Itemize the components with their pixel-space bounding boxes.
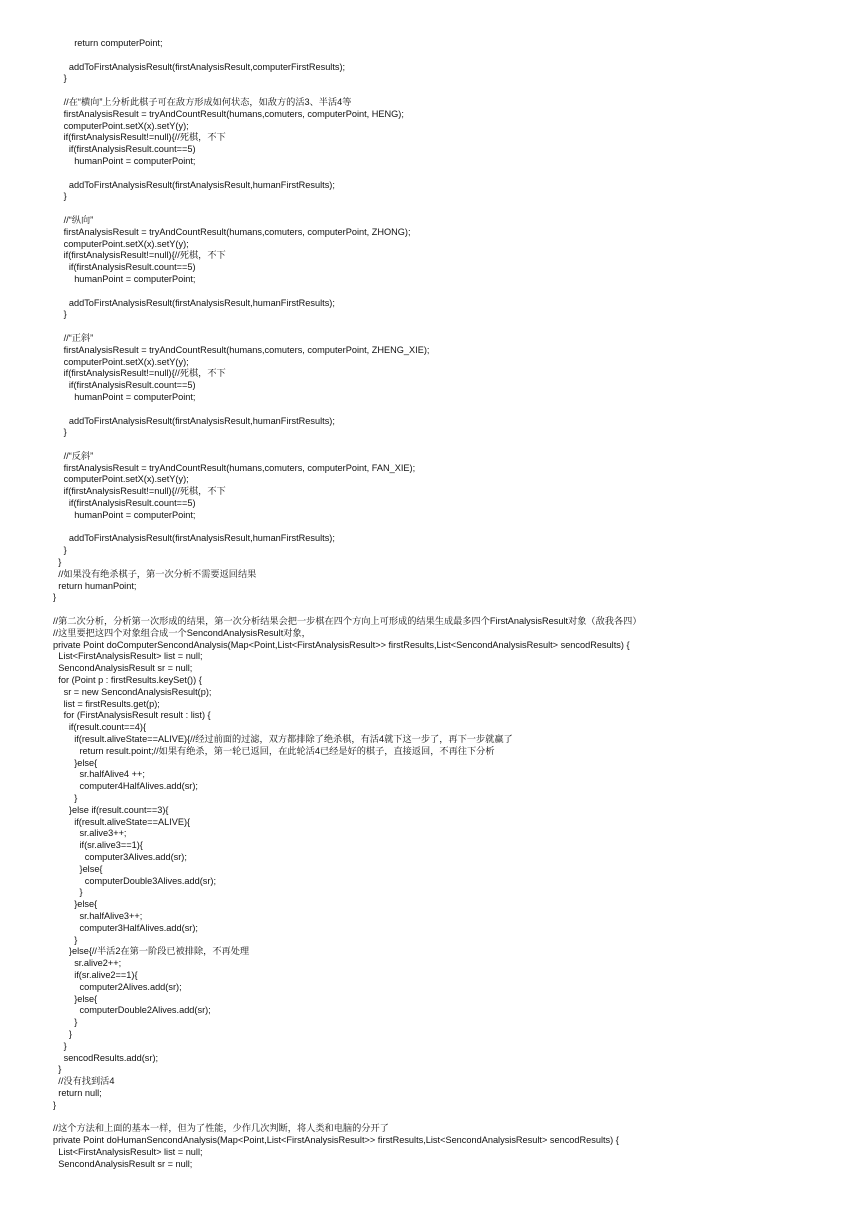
code-line: computer2Alives.add(sr);: [79, 981, 182, 992]
code-line: }: [63, 545, 67, 556]
code-line: }: [79, 887, 83, 898]
blank-line: [0, 203, 868, 215]
code-line: humanPoint = computerPoint;: [74, 509, 196, 520]
code-line: //在“横向”上分析此棋子可在敌方形成如何状态，如敌方的活3、半活4等: [63, 96, 352, 107]
code-line: computer3HalfAlives.add(sr);: [79, 922, 198, 933]
code-line: firstAnalysisResult = tryAndCountResult(humans,comuters, computerPoint, ZHONG);: [63, 226, 411, 237]
code-line: sr.halfAlive3++;: [79, 910, 143, 921]
code-line: if(firstAnalysisResult.count==5): [68, 498, 196, 509]
code-line: }: [63, 309, 67, 320]
blank-line: [0, 50, 868, 62]
code-line: if(firstAnalysisResult.count==5): [68, 262, 196, 273]
code-line: }else{: [74, 757, 98, 768]
code-line: return computerPoint;: [74, 38, 163, 48]
code-line: humanPoint = computerPoint;: [74, 155, 196, 166]
code-line: computerPoint.setX(x).setY(y);: [63, 238, 189, 249]
code-line: computer3Alives.add(sr);: [84, 851, 187, 862]
code-line: //“反斜”: [63, 450, 94, 461]
code-line: }: [74, 793, 78, 803]
code-line: firstAnalysisResult = tryAndCountResult(humans,comuters, computerPoint, FAN_XIE);: [63, 462, 416, 473]
code-line: computerDouble2Alives.add(sr);: [79, 1005, 211, 1016]
code-line: }: [68, 1028, 72, 1039]
code-line: //如果没有绝杀棋子，第一次分析不需要返回结果: [58, 568, 257, 579]
code-line: firstAnalysisResult = tryAndCountResult(humans,comuters, computerPoint, HENG);: [63, 108, 404, 119]
code-line: }: [63, 427, 67, 438]
code-line: }: [74, 934, 78, 945]
code-line: if(result.aliveState==ALIVE){//经过前面的过滤，双方都排除了绝杀棋，有活4就下这一步了，再下一步就赢了: [74, 734, 513, 745]
code-line: //第二次分析，分析第一次形成的结果，第一次分析结果会把一步棋在四个方向上可形成的结果生成最多四个FirstAnalysisResult对象（敌我各四）: [53, 616, 642, 627]
code-line: }else{: [79, 863, 103, 874]
code-line: for (Point p : firstResults.keySet()) {: [58, 675, 202, 686]
code-line: //“纵向”: [63, 214, 94, 225]
code-line: if(firstAnalysisResult.count==5): [68, 380, 196, 391]
code-line: }: [53, 592, 57, 603]
code-line: SencondAnalysisResult sr = null;: [58, 1158, 193, 1169]
code-line: if(firstAnalysisResult!=null){//死棋，不下: [63, 368, 226, 379]
blank-line: [0, 85, 868, 97]
code-line: addToFirstAnalysisResult(firstAnalysisResult,humanFirstResults);: [68, 179, 335, 190]
code-line: if(firstAnalysisResult.count==5): [68, 144, 196, 155]
code-document: [0, 38, 868, 1171]
blank-line: [0, 404, 868, 416]
code-line: private Point doHumanSencondAnalysis(Map<Point,List<FirstAnalysisResult>> firstResults,List<SencondAnalysisResult> sencodResults) {: [53, 1135, 619, 1146]
code-line: return humanPoint;: [58, 580, 137, 591]
code-line: computer4HalfAlives.add(sr);: [79, 781, 198, 792]
code-line: return result.point;//如果有绝杀，第一轮已返回，在此轮活4已经是好的棋子，直接返回，不再往下分析: [79, 745, 495, 756]
blank-line: [0, 1112, 868, 1124]
code-line: }: [63, 73, 67, 84]
code-line: //这个方法和上面的基本一样，但为了性能，少作几次判断，将人类和电脑的分开了: [53, 1123, 389, 1134]
blank-line: [0, 522, 868, 534]
code-line: sencodResults.add(sr);: [63, 1052, 159, 1063]
code-line: if(result.count==4){: [68, 722, 147, 733]
code-line: if(sr.alive2==1){: [74, 969, 138, 980]
code-line: if(sr.alive3==1){: [79, 840, 143, 851]
code-line: addToFirstAnalysisResult(firstAnalysisResult,humanFirstResults);: [68, 297, 335, 308]
code-line: }else{: [74, 993, 98, 1004]
code-line: sr = new SencondAnalysisResult(p);: [63, 686, 212, 697]
code-line: List<FirstAnalysisResult> list = null;: [58, 651, 203, 662]
code-line: addToFirstAnalysisResult(firstAnalysisResult,humanFirstResults);: [68, 415, 335, 426]
code-line: SencondAnalysisResult sr = null;: [58, 663, 193, 674]
code-line: sr.alive2++;: [74, 958, 122, 969]
code-line: for (FirstAnalysisResult result : list) {: [63, 710, 211, 721]
code-line: computerDouble3Alives.add(sr);: [84, 875, 217, 886]
code-line: if(firstAnalysisResult!=null){//死棋，不下: [63, 486, 226, 497]
code-line: private Point doComputerSencondAnalysis(Map<Point,List<FirstAnalysisResult>> firstResults,List<SencondAnalysisResult> sencodResults) {: [53, 639, 630, 650]
code-line: firstAnalysisResult = tryAndCountResult(humans,comuters, computerPoint, ZHENG_XIE);: [63, 344, 430, 355]
code-line: }else{//半活2在第一阶段已被排除，不再处理: [68, 946, 250, 957]
code-line: sr.halfAlive4 ++;: [79, 769, 145, 780]
code-line: }: [58, 1064, 62, 1075]
code-line: return null;: [58, 1087, 102, 1098]
blank-line: [0, 168, 868, 180]
code-line: if(result.aliveState==ALIVE){: [74, 816, 191, 827]
code-line: }else if(result.count==3){: [68, 804, 169, 815]
blank-line: [0, 321, 868, 333]
code-line: computerPoint.setX(x).setY(y);: [63, 120, 189, 131]
code-line: addToFirstAnalysisResult(firstAnalysisResult,humanFirstResults);: [68, 533, 335, 544]
code-line: //“正斜”: [63, 332, 94, 343]
code-line: }: [58, 557, 62, 568]
blank-line: [0, 604, 868, 616]
code-line: }: [63, 191, 67, 202]
blank-line: [0, 439, 868, 451]
code-line: }: [63, 1040, 67, 1051]
code-line: }: [74, 1017, 78, 1028]
code-line: list = firstResults.get(p);: [63, 698, 160, 709]
code-line: computerPoint.setX(x).setY(y);: [63, 356, 189, 367]
code-line: //这里要把这四个对象组合成一个SencondAnalysisResult对象，: [53, 627, 311, 638]
code-line: //没有找到活4: [58, 1076, 115, 1087]
code-line: sr.alive3++;: [79, 828, 127, 839]
code-line: if(firstAnalysisResult!=null){//死棋，不下: [63, 132, 226, 143]
code-line: if(firstAnalysisResult!=null){//死棋，不下: [63, 250, 226, 261]
code-line: }else{: [74, 899, 98, 910]
blank-line: [0, 286, 868, 298]
code-line: humanPoint = computerPoint;: [74, 273, 196, 284]
code-line: List<FirstAnalysisResult> list = null;: [58, 1146, 203, 1157]
code-line: computerPoint.setX(x).setY(y);: [63, 474, 189, 485]
code-line: }: [53, 1099, 57, 1110]
code-line: addToFirstAnalysisResult(firstAnalysisResult,computerFirstResults);: [68, 61, 346, 72]
code-line: humanPoint = computerPoint;: [74, 391, 196, 402]
